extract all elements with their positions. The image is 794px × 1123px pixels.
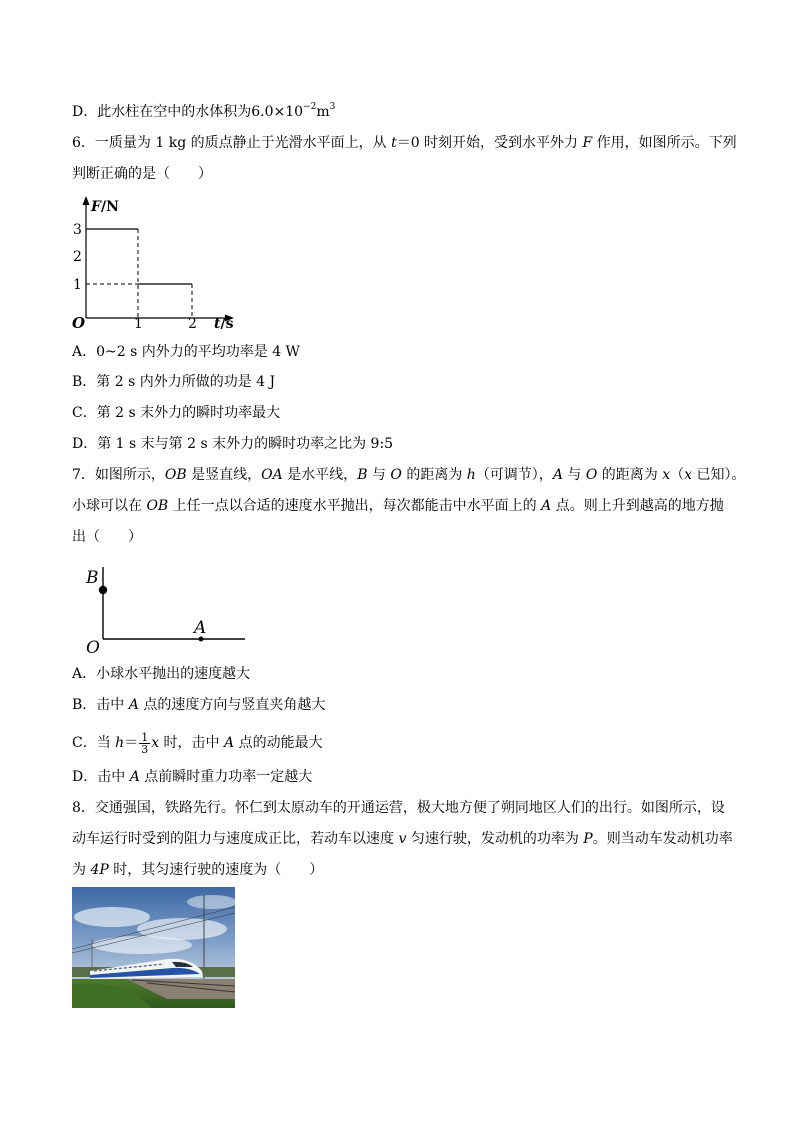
- q7-l1-x: x: [662, 467, 671, 483]
- q7-option-c: [72, 730, 323, 756]
- q7-label-o: O: [86, 638, 100, 658]
- q8-l2-c: 。则当动车发动机功率: [592, 831, 733, 847]
- q7-l1-c: 是水平线，: [282, 467, 358, 483]
- q6-x-label: t/s: [214, 316, 234, 332]
- q6-option-b: B．第 2 s 内外力所做的功是 4 J: [72, 374, 276, 390]
- q7-l2-c: 点。则上升到越高的地方抛: [551, 498, 724, 514]
- q5-unit-exponent: 3: [329, 102, 336, 113]
- q7-oc-pt: A: [224, 735, 235, 751]
- q7-oc-h: h: [115, 735, 125, 751]
- q7-od-a: D．击中: [72, 769, 130, 785]
- q5-option-d: [72, 102, 335, 122]
- q6-var-f: F: [582, 135, 593, 151]
- q6-option-a: A．0~2 s 内外力的平均功率是 4 W: [72, 344, 300, 360]
- q5-option-d-text: D．此水柱在空中的水体积为: [72, 104, 252, 120]
- q7-oc-a: C．当: [72, 735, 116, 751]
- q7-l1-ob: OB: [164, 467, 187, 483]
- q7-label-b: B: [86, 568, 99, 588]
- q7-stem-line1: [72, 465, 746, 485]
- q6-ytick-2: 2: [73, 249, 82, 265]
- q6-text-a: 6．一质量为 1 kg 的质点静止于光滑水平面上，从: [72, 135, 392, 151]
- q7-od-b: 点前瞬时重力功率一定越大: [139, 769, 313, 785]
- q6-text-c: 作用，如图所示。下列: [592, 135, 737, 151]
- q7-l1-i: 的距离为: [597, 467, 663, 483]
- q8-l3-b: 时，其匀速行驶的速度为（ ）: [108, 862, 324, 878]
- q5-value: 6.0×10: [251, 104, 304, 120]
- q7-l2-ob: OB: [146, 498, 169, 514]
- q8-l3-4p: 4P: [90, 862, 109, 878]
- q6-ytick-3: 3: [73, 222, 82, 238]
- q8-stem-line3: [72, 860, 323, 880]
- q7-l1-d: 与: [367, 467, 391, 483]
- q7-option-b: [72, 695, 325, 715]
- q7-l1-a: 7．如图所示，: [72, 467, 165, 483]
- q7-l1-b: 是竖直线，: [186, 467, 262, 483]
- q8-l2-a: 动车运行时受到的阻力与速度成正比，若动车以速度: [72, 831, 399, 847]
- q7-stem-line2: [72, 496, 724, 516]
- q6-origin: O: [72, 314, 86, 332]
- q8-l2-v: v: [398, 831, 407, 847]
- photo-cloud: [92, 936, 192, 954]
- q5-unit: m: [316, 104, 330, 120]
- q7-ob-a: B．击中: [72, 697, 129, 713]
- q6-ytick-1: 1: [73, 277, 82, 293]
- q6-var-t: t: [391, 135, 397, 151]
- q6-option-d: D．第 1 s 末与第 2 s 末外力的瞬时功率之比为 9:5: [72, 436, 394, 452]
- q7-oc-fraction: [139, 732, 150, 755]
- q6-option-c: C．第 2 s 末外力的瞬时功率最大: [72, 405, 281, 421]
- q7-option-d: [72, 767, 312, 787]
- q7-l1-f: （可调节），: [475, 467, 553, 483]
- q7-l1-x2: x: [684, 467, 693, 483]
- q8-l2-p: P: [583, 831, 593, 847]
- q7-point-b: [99, 586, 107, 594]
- q7-l1-g: 与: [562, 467, 586, 483]
- q7-ob-b: 点的速度方向与竖直夹角越大: [138, 697, 326, 713]
- q7-l1-apt: A: [552, 467, 563, 483]
- q7-l1-e: 的距离为: [401, 467, 467, 483]
- q7-l1-o2: O: [585, 467, 598, 483]
- q8-stem-line2: [72, 829, 733, 849]
- q5-exponent: −2: [303, 102, 317, 113]
- q6-text-b: ＝0 时刻开始，受到水平外力: [396, 135, 583, 151]
- q8-l3-a: 为: [72, 862, 91, 878]
- q6-y-label: F/N: [91, 199, 119, 215]
- q7-l2-a-point: A: [541, 498, 552, 514]
- photo-cloud: [187, 895, 235, 909]
- q6-xtick-2: 2: [188, 316, 197, 332]
- q6-force-time-graph: [68, 194, 248, 334]
- photo-cloud: [74, 907, 150, 927]
- q7-l2-b: 上任一点以合适的速度水平抛出，每次都能击中水平面上的: [168, 498, 542, 514]
- q7-option-a: A．小球水平抛出的速度越大: [72, 666, 251, 682]
- q7-l1-k: 已知）。: [692, 467, 746, 483]
- q7-diagram: [80, 563, 250, 658]
- q6-stem-line1: [72, 133, 737, 153]
- q7-od-pt: A: [129, 769, 140, 785]
- q7-oc-x: x: [151, 735, 160, 751]
- q7-oc-eq: ＝: [124, 735, 139, 751]
- q7-label-a: A: [194, 618, 207, 638]
- q6-stem-line2: 判断正确的是（ ）: [72, 166, 212, 182]
- q7-oc-b: 时，击中: [159, 735, 225, 751]
- q7-ob-pt: A: [128, 697, 139, 713]
- q8-l2-b: 匀速行驶，发动机的功率为: [406, 831, 584, 847]
- q7-oc-c: 点的动能最大: [234, 735, 323, 751]
- q7-oc-den: 3: [141, 742, 149, 756]
- train-photo: [72, 887, 235, 1008]
- q7-l1-j: （: [670, 467, 685, 483]
- q6-y-axis-arrow: [83, 196, 90, 205]
- q7-l2-a: 小球可以在: [72, 498, 147, 514]
- q7-l1-bpt: B: [357, 467, 368, 483]
- q6-xtick-1: 1: [134, 316, 143, 332]
- q7-oc-num: 1: [141, 730, 149, 744]
- q7-l1-h: h: [466, 467, 476, 483]
- q7-stem-line3: 出（ ）: [72, 529, 142, 545]
- q7-l1-o: O: [390, 467, 402, 483]
- q8-stem-line1: 8．交通强国，铁路先行。怀仁到太原动车的开通运营，极大地方便了朔同地区人们的出行。如图所示，设: [72, 800, 725, 816]
- q7-l1-oa: OA: [261, 467, 283, 483]
